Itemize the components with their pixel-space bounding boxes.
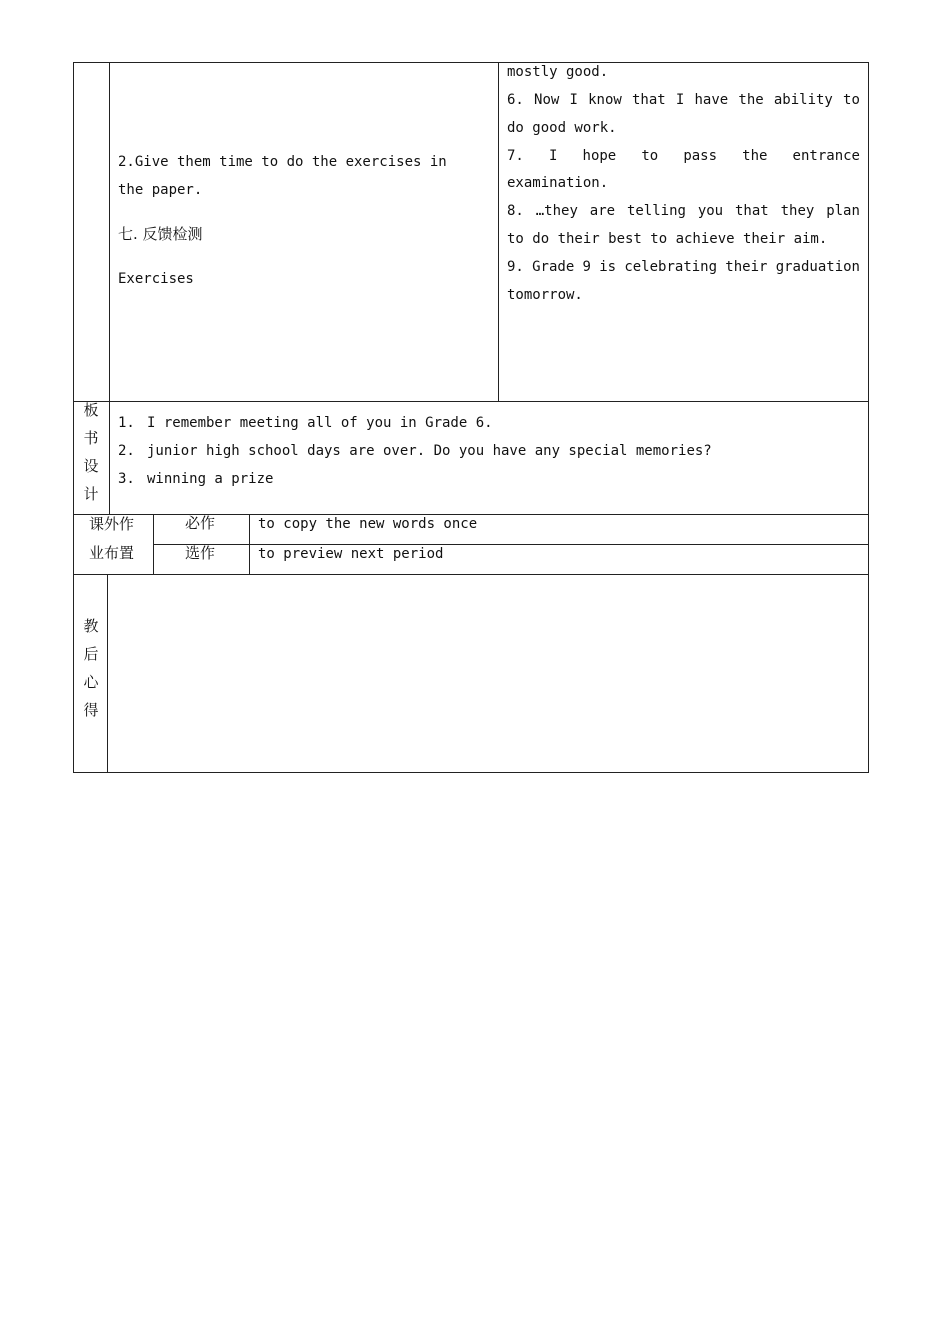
justified-word: to xyxy=(843,92,860,108)
justified-word: 6. xyxy=(507,92,524,108)
justified-word: I xyxy=(569,92,578,108)
reflection-label-char: 后 xyxy=(83,645,99,663)
justified-word: pass xyxy=(683,148,718,164)
justified-word: 7. xyxy=(507,148,524,164)
board-design-divider xyxy=(109,401,110,515)
justified-word: their xyxy=(725,259,768,275)
justified-word: …they xyxy=(535,203,578,219)
justified-word: ability xyxy=(773,92,833,108)
justified-word: have xyxy=(694,92,729,108)
justified-word: you xyxy=(697,203,724,219)
exercises-label: Exercises xyxy=(118,271,194,287)
justified-word: are xyxy=(589,203,616,219)
reflection-label-char: 心 xyxy=(83,673,99,691)
justified-word: 9 xyxy=(582,259,591,275)
top-row-left-divider xyxy=(109,62,110,402)
justified-word: graduation xyxy=(775,259,860,275)
reflection-label xyxy=(81,612,101,724)
justified-word: know xyxy=(588,92,622,108)
right-line-1: mostly good. xyxy=(507,64,609,80)
justified-word: 8. xyxy=(507,203,524,219)
justified-word: to xyxy=(641,148,659,164)
justified-word: 9. xyxy=(507,259,524,275)
homework-label-line-1: 课外作 xyxy=(89,515,135,533)
justified-word: the xyxy=(738,92,764,108)
right-line-4 xyxy=(507,142,860,170)
board-label-char: 计 xyxy=(83,485,99,503)
board-item-2-num: 2. xyxy=(118,443,135,459)
justified-word: Now xyxy=(534,92,560,108)
required-text: to copy the new words once xyxy=(258,516,478,532)
homework-label-line-2: 业布置 xyxy=(89,544,135,562)
justified-word: entrance xyxy=(792,148,860,164)
justified-word: that xyxy=(632,92,666,108)
right-line-7: to do their best to achieve their aim. xyxy=(507,231,828,247)
reflection-divider xyxy=(107,574,108,773)
board-item-1-num: 1. xyxy=(118,415,135,431)
justified-word: I xyxy=(675,92,685,108)
reflection-row xyxy=(73,574,869,773)
justified-word: hope xyxy=(582,148,617,164)
board-label-char: 设 xyxy=(83,457,99,475)
justified-word: I xyxy=(548,148,558,164)
board-label-char: 板 xyxy=(83,401,99,419)
right-line-5: examination. xyxy=(507,175,609,191)
required-label: 必作 xyxy=(185,514,216,532)
justified-word: Grade xyxy=(532,259,575,275)
optional-label: 选作 xyxy=(185,544,216,562)
right-line-6 xyxy=(507,197,860,225)
board-label-char: 书 xyxy=(83,429,99,447)
right-line-3: do good work. xyxy=(507,120,617,136)
justified-word: celebrating xyxy=(624,259,718,275)
justified-word: plan xyxy=(826,203,860,219)
justified-word: is xyxy=(599,259,617,275)
board-design-label xyxy=(81,396,101,508)
board-item-2-text: junior high school days are over. Do you have any special memories? xyxy=(147,443,712,459)
right-line-2 xyxy=(507,86,860,114)
justified-word: the xyxy=(742,148,768,164)
board-item-3-text: winning a prize xyxy=(147,471,274,487)
board-item-3-num: 3. xyxy=(118,471,135,487)
board-item-1-text: I remember meeting all of you in Grade 6. xyxy=(147,415,493,431)
top-row-mid-divider xyxy=(498,62,499,402)
step-line-1: 2.Give them time to do the exercises in xyxy=(118,154,447,170)
reflection-label-char: 得 xyxy=(83,701,99,719)
reflection-label-char: 教 xyxy=(83,617,99,635)
justified-word: that xyxy=(735,203,769,219)
right-line-8 xyxy=(507,253,860,281)
justified-word: telling xyxy=(626,203,686,219)
right-line-9: tomorrow. xyxy=(507,287,583,303)
step-line-2: the paper. xyxy=(118,182,203,198)
feedback-heading: 七. 反馈检测 xyxy=(118,225,203,243)
justified-word: they xyxy=(780,203,815,219)
optional-text: to preview next period xyxy=(258,546,444,562)
